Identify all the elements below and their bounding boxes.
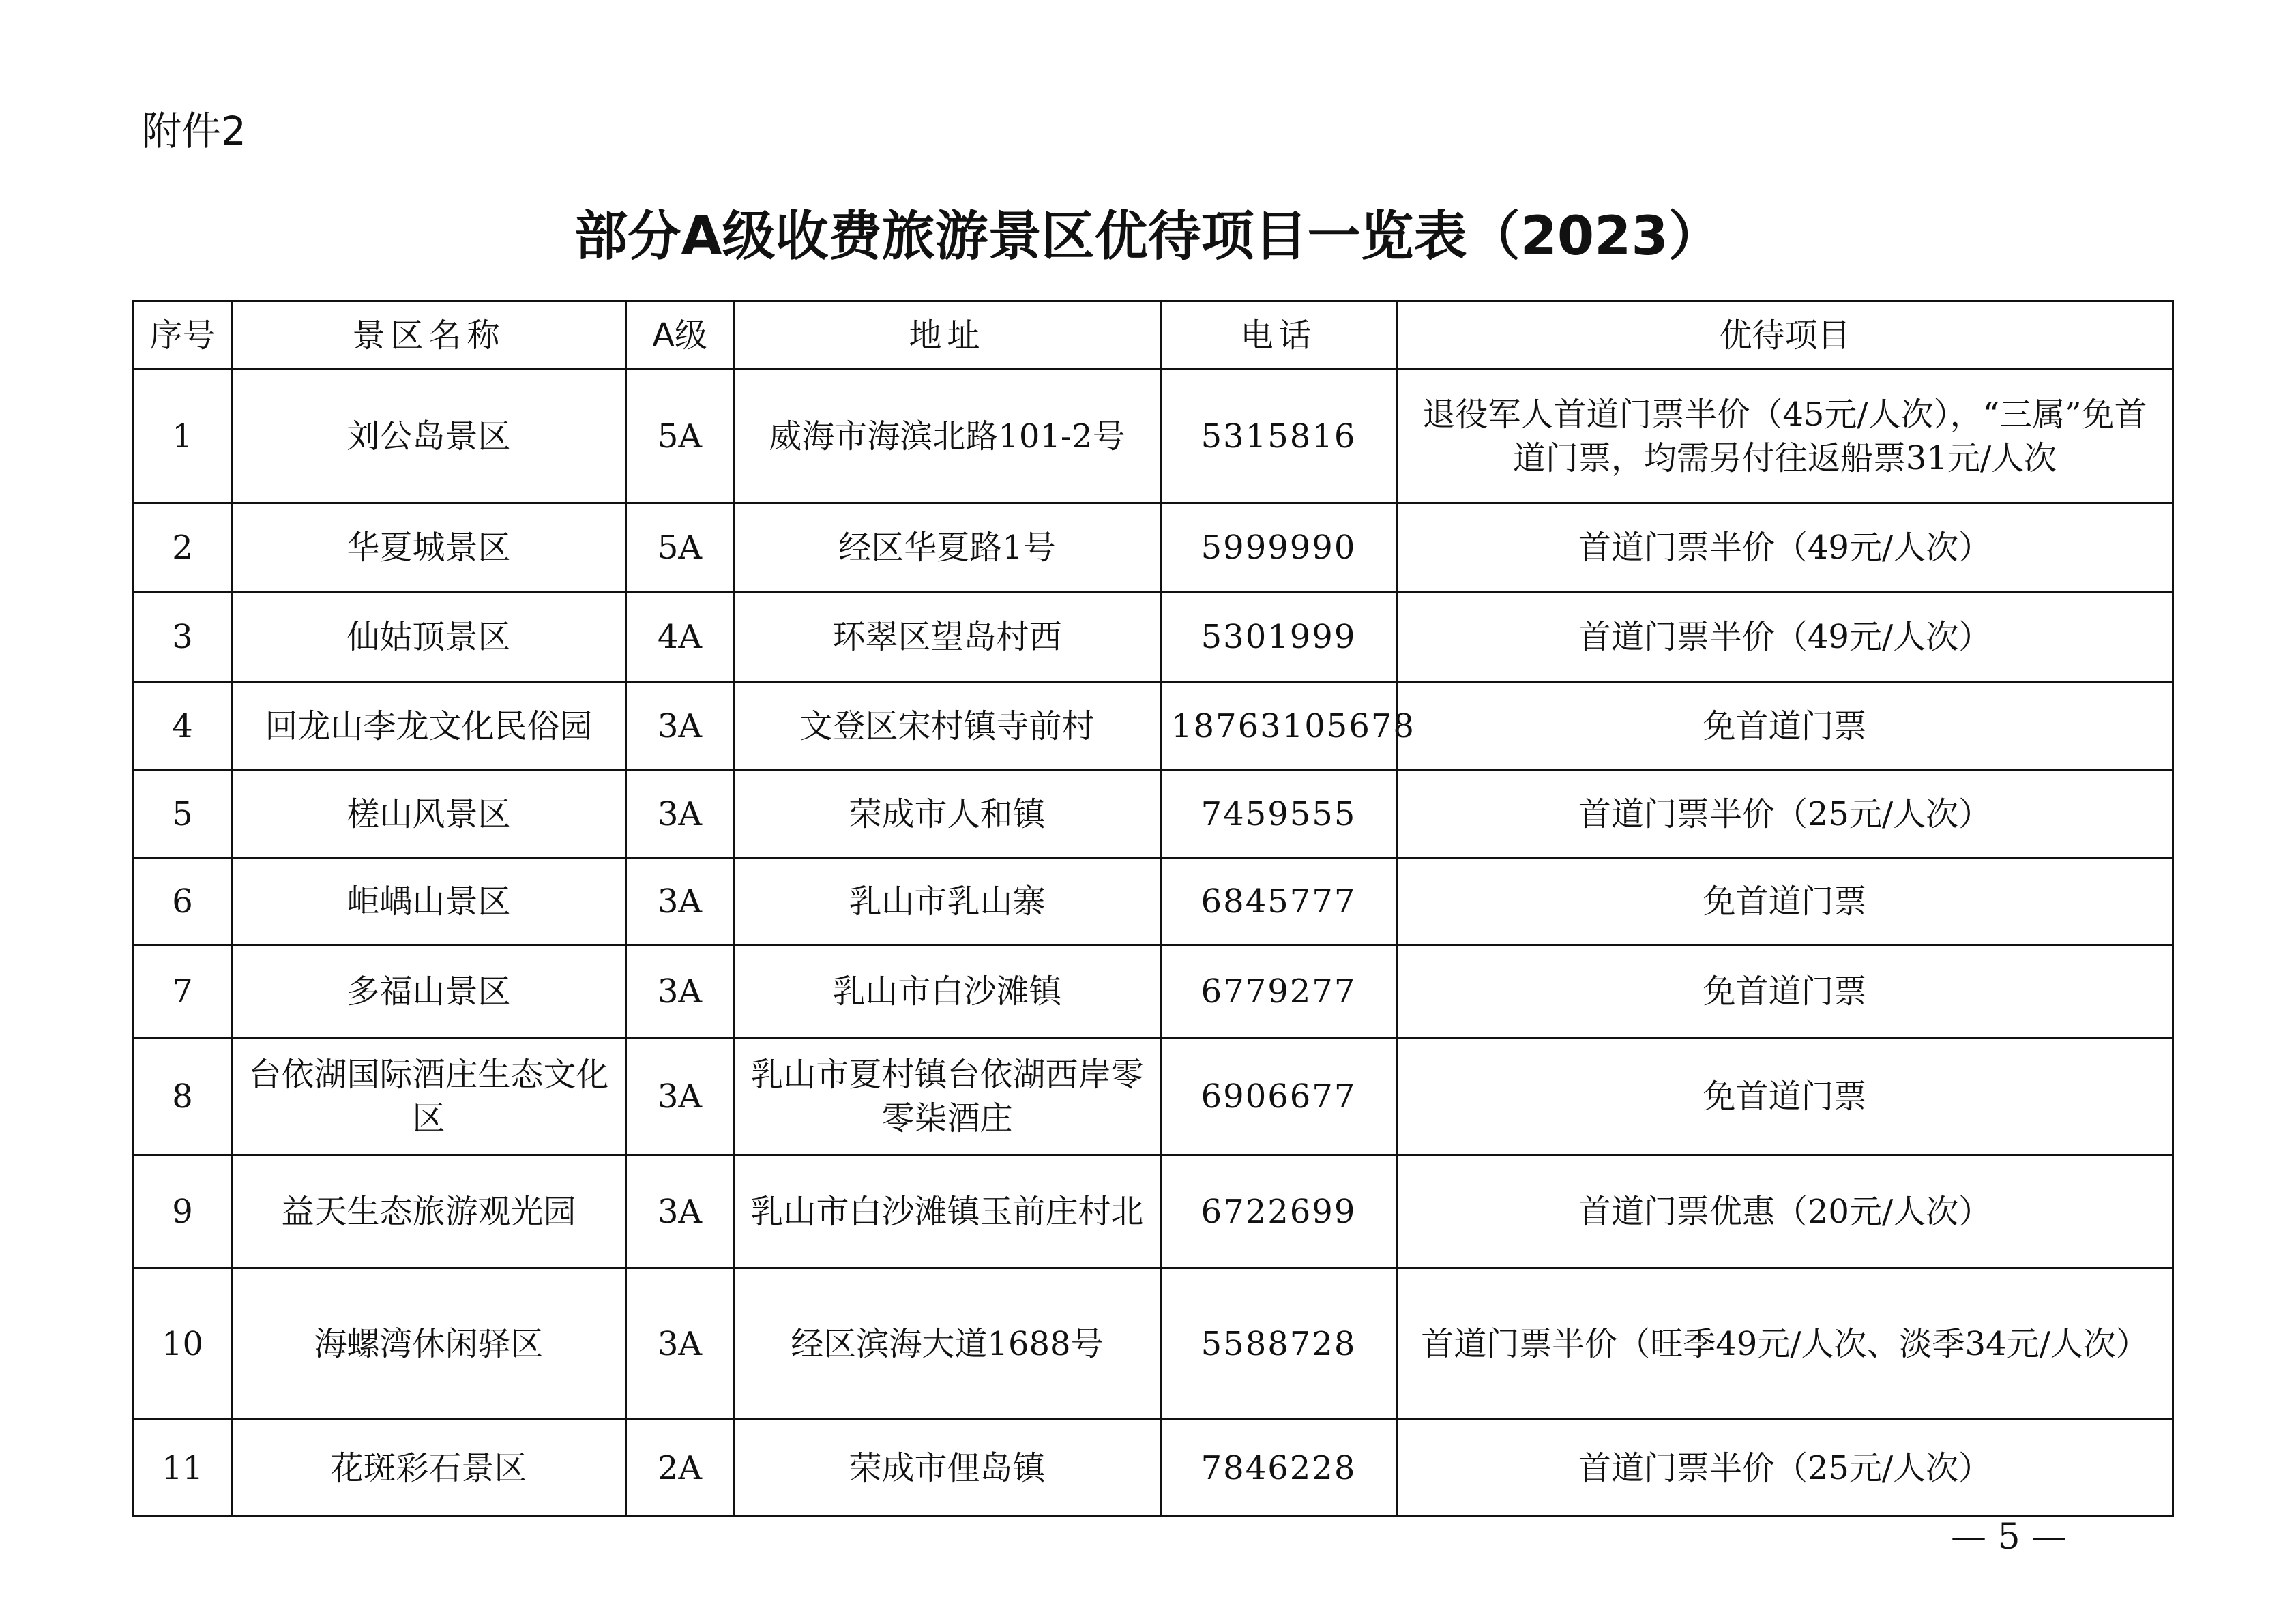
header-address: 地址	[734, 301, 1161, 370]
header-offer: 优待项目	[1397, 301, 2173, 370]
cell-name: 益天生态旅游观光园	[232, 1155, 626, 1268]
cell-grade: 5A	[626, 503, 734, 592]
cell-offer: 免首道门票	[1397, 858, 2173, 945]
cell-grade: 3A	[626, 1268, 734, 1420]
cell-no: 3	[134, 592, 232, 682]
cell-grade: 3A	[626, 945, 734, 1038]
cell-offer: 免首道门票	[1397, 682, 2173, 771]
cell-address: 环翠区望岛村西	[734, 592, 1161, 682]
cell-no: 11	[134, 1420, 232, 1517]
cell-phone: 6845777	[1161, 858, 1397, 945]
cell-phone: 6722699	[1161, 1155, 1397, 1268]
cell-phone: 7846228	[1161, 1420, 1397, 1517]
cell-offer: 免首道门票	[1397, 1038, 2173, 1155]
header-grade: A级	[626, 301, 734, 370]
table-row	[134, 1268, 2173, 1420]
cell-grade: 3A	[626, 771, 734, 858]
table-row	[134, 1038, 2173, 1155]
cell-grade: 3A	[626, 682, 734, 771]
cell-address: 威海市海滨北路101-2号	[734, 370, 1161, 503]
cell-phone: 6779277	[1161, 945, 1397, 1038]
cell-name: 仙姑顶景区	[232, 592, 626, 682]
cell-offer: 免首道门票	[1397, 945, 2173, 1038]
cell-address: 乳山市夏村镇台依湖西岸零零柒酒庄	[734, 1038, 1161, 1155]
cell-no: 10	[134, 1268, 232, 1420]
page-number: — 5 —	[1951, 1517, 2067, 1558]
cell-offer: 首道门票半价（49元/人次）	[1397, 503, 2173, 592]
cell-no: 8	[134, 1038, 232, 1155]
cell-grade: 4A	[626, 592, 734, 682]
header-name: 景区名称	[232, 301, 626, 370]
cell-offer: 首道门票半价（旺季49元/人次、淡季34元/人次）	[1397, 1268, 2173, 1420]
cell-name: 回龙山李龙文化民俗园	[232, 682, 626, 771]
table-row	[134, 771, 2173, 858]
cell-phone: 18763105678	[1161, 682, 1397, 771]
table-row	[134, 1420, 2173, 1517]
header-no: 序号	[134, 301, 232, 370]
cell-no: 9	[134, 1155, 232, 1268]
cell-grade: 3A	[626, 1155, 734, 1268]
table-header-row	[134, 301, 2173, 370]
cell-address: 经区滨海大道1688号	[734, 1268, 1161, 1420]
cell-no: 1	[134, 370, 232, 503]
cell-name: 多福山景区	[232, 945, 626, 1038]
cell-offer: 退役军人首道门票半价（45元/人次），“三属”免首道门票，均需另付往返船票31元/人次	[1397, 370, 2173, 503]
cell-address: 文登区宋村镇寺前村	[734, 682, 1161, 771]
cell-address: 乳山市乳山寨	[734, 858, 1161, 945]
cell-phone: 6906677	[1161, 1038, 1397, 1155]
table-row	[134, 503, 2173, 592]
table-row	[134, 592, 2173, 682]
cell-grade: 2A	[626, 1420, 734, 1517]
cell-name: 华夏城景区	[232, 503, 626, 592]
cell-offer: 首道门票优惠（20元/人次）	[1397, 1155, 2173, 1268]
attachment-label: 附件2	[142, 108, 246, 154]
cell-phone: 5999990	[1161, 503, 1397, 592]
cell-address: 乳山市白沙滩镇玉前庄村北	[734, 1155, 1161, 1268]
cell-phone: 5315816	[1161, 370, 1397, 503]
cell-phone: 5588728	[1161, 1268, 1397, 1420]
cell-name: 台依湖国际酒庄生态文化区	[232, 1038, 626, 1155]
table-row	[134, 858, 2173, 945]
cell-phone: 5301999	[1161, 592, 1397, 682]
cell-name: 海螺湾休闲驿区	[232, 1268, 626, 1420]
cell-offer: 首道门票半价（49元/人次）	[1397, 592, 2173, 682]
cell-name: 槎山风景区	[232, 771, 626, 858]
cell-no: 5	[134, 771, 232, 858]
cell-no: 4	[134, 682, 232, 771]
cell-offer: 首道门票半价（25元/人次）	[1397, 771, 2173, 858]
cell-offer: 首道门票半价（25元/人次）	[1397, 1420, 2173, 1517]
table-row	[134, 370, 2173, 503]
cell-name: 刘公岛景区	[232, 370, 626, 503]
header-phone: 电话	[1161, 301, 1397, 370]
cell-name: 岠嵎山景区	[232, 858, 626, 945]
cell-grade: 3A	[626, 858, 734, 945]
cell-phone: 7459555	[1161, 771, 1397, 858]
page-title: 部分A级收费旅游景区优待项目一览表（2023）	[574, 206, 1722, 267]
table-row	[134, 682, 2173, 771]
cell-no: 7	[134, 945, 232, 1038]
cell-grade: 3A	[626, 1038, 734, 1155]
cell-grade: 5A	[626, 370, 734, 503]
table-row	[134, 1155, 2173, 1268]
cell-address: 荣成市俚岛镇	[734, 1420, 1161, 1517]
table-row	[134, 945, 2173, 1038]
cell-name: 花斑彩石景区	[232, 1420, 626, 1517]
cell-address: 荣成市人和镇	[734, 771, 1161, 858]
offers-table	[132, 300, 2174, 1517]
cell-address: 乳山市白沙滩镇	[734, 945, 1161, 1038]
cell-no: 2	[134, 503, 232, 592]
cell-address: 经区华夏路1号	[734, 503, 1161, 592]
cell-no: 6	[134, 858, 232, 945]
